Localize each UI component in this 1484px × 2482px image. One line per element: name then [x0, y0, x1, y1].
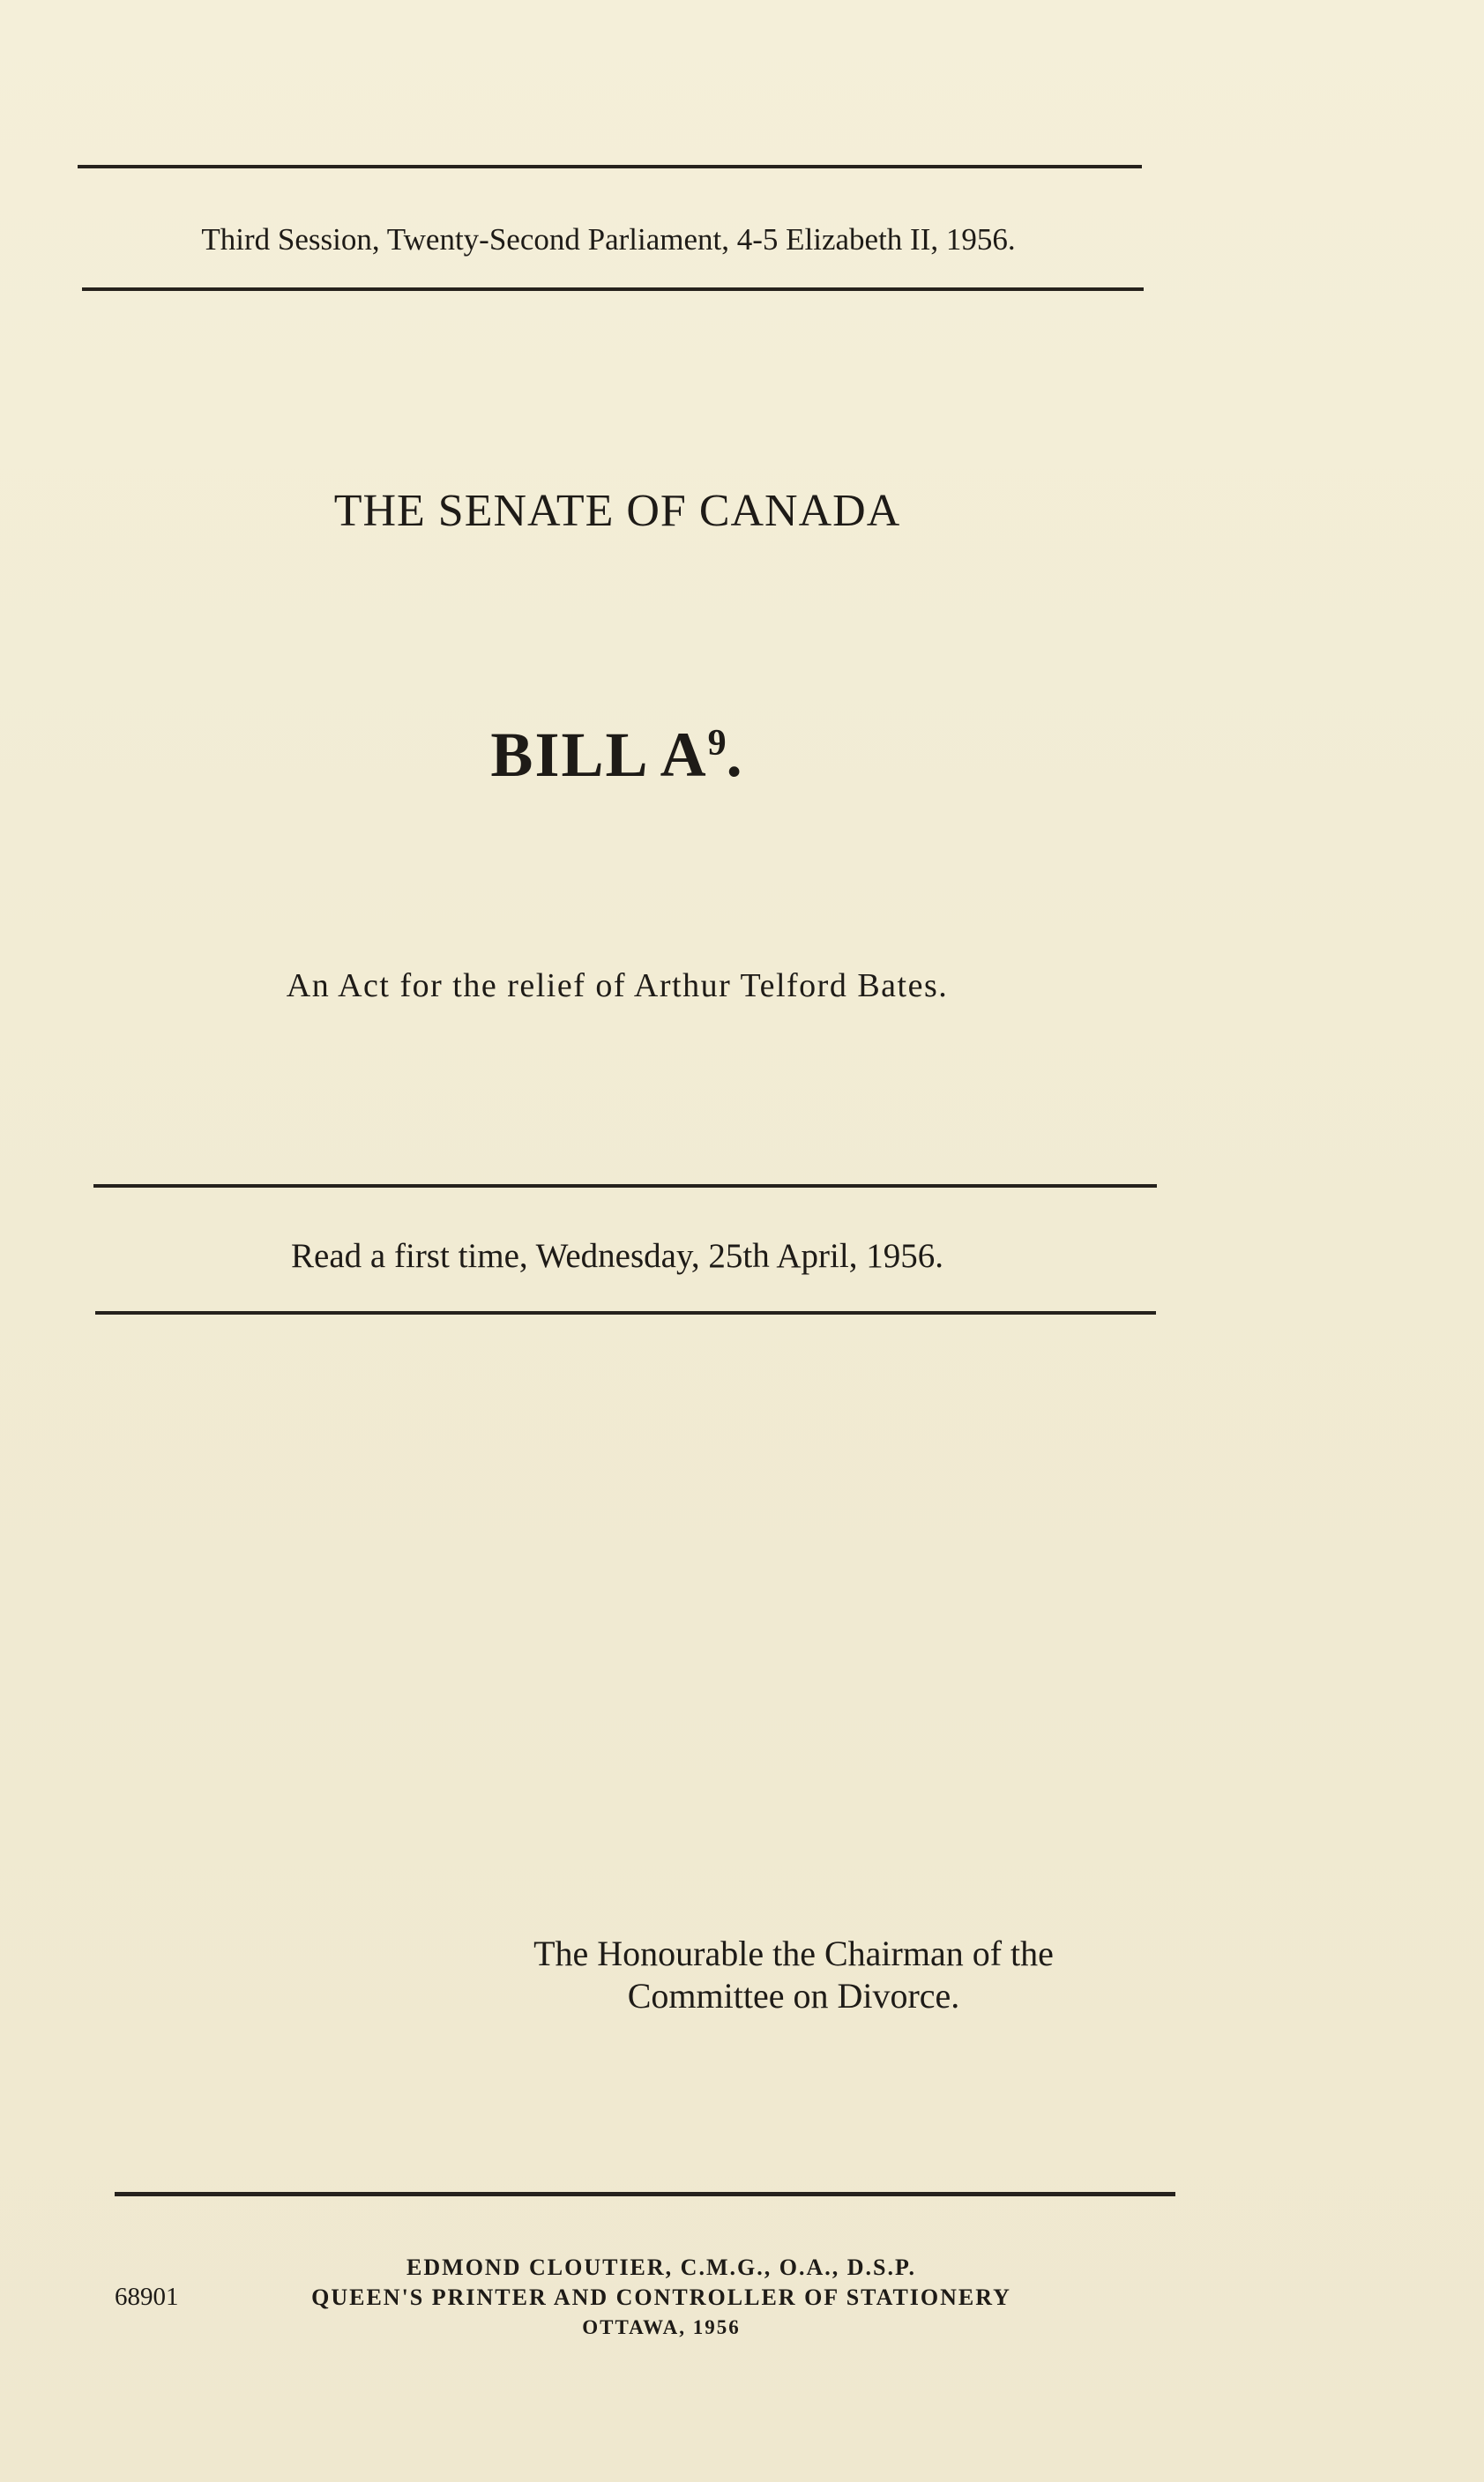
- reading-rule-lower: [95, 1311, 1156, 1315]
- session-line: Third Session, Twenty-Second Parliament, 4-5 Elizabeth II, 1956.: [201, 222, 1016, 257]
- first-reading-line: Read a first time, Wednesday, 25th April, 1956.: [291, 1237, 943, 1275]
- footer-rule: [115, 2192, 1175, 2196]
- bill-number-prefix: BILL A: [490, 719, 708, 790]
- printer-title: QUEEN'S PRINTER AND CONTROLLER OF STATIONERY: [311, 2284, 1011, 2310]
- sponsor-line-2: Committee on Divorce.: [627, 1976, 960, 2016]
- bill-number-suffix: .: [726, 719, 744, 790]
- printer-block: [88, 2253, 1234, 2343]
- top-rule-lower: [82, 287, 1144, 291]
- sponsor-block: [353, 1933, 1234, 2017]
- sponsor-line-1: The Honourable the Chairman of the: [533, 1934, 1054, 1973]
- document-number: 68901: [115, 2283, 179, 2311]
- top-rule-upper: [78, 165, 1142, 168]
- reading-rule-upper: [93, 1184, 1157, 1188]
- printer-name: EDMOND CLOUTIER, C.M.G., O.A., D.S.P.: [406, 2255, 916, 2280]
- chamber-title: THE SENATE OF CANADA: [333, 486, 901, 536]
- printer-city: OTTAWA, 1956: [582, 2316, 741, 2338]
- act-title: An Act for the relief of Arthur Telford Bates.: [286, 967, 949, 1004]
- bill-number-superscript: 9: [707, 723, 727, 764]
- bill-number: [79, 719, 1155, 792]
